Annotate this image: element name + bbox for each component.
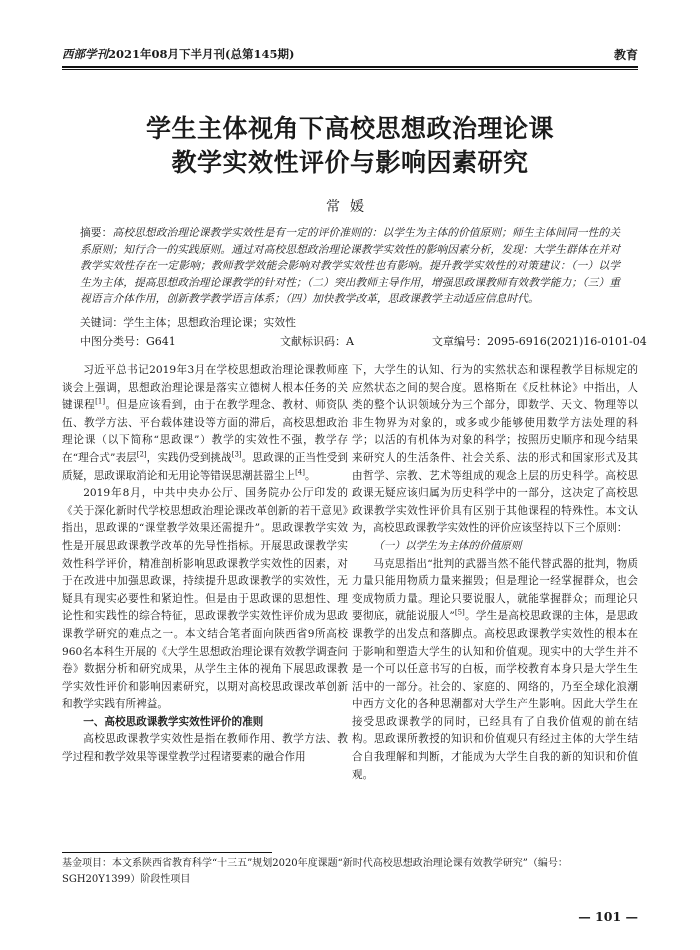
text-run: 。思政课的正当性受到质疑，思政课取消论和无用论等错误思潮甚嚣尘上 bbox=[62, 451, 349, 482]
text-run: 。 bbox=[304, 469, 316, 482]
article-title bbox=[62, 112, 638, 180]
document-code: 文献标识码：A bbox=[280, 335, 354, 348]
text-run: 马克思指出“批判的武器当然不能代替武器的批判，物质力量只能用物质力量来摧毁；但是理论一经掌握群众，也会变成物质力量。理论只要说服人，就能掌握群众；而理论只要彻底，就能说服人” bbox=[352, 557, 638, 623]
paragraph: 下，大学生的认知、行为的实然状态和课程教学目标规定的应然状态之间的契合度。恩格斯在《反杜林论》中指出，人类的整个认识领域分为三个部分，即数学、天文、物理等以非生物界为对象的，或多或少能够使用数学方法处理的科学；以活的有机体为对象的科学；按照历史顺序和现今结果来研究人的生活条件、社会关系、法的形式和国家形式及其由哲学、宗教、艺术等组成的观念上层的历史科学。高校思政课无疑应该归属为历史科学中的一部分，这决定了高校思政课教学实效性评价具有区别于其他课程的特殊性。本文认为，高校思政课教学实效性的评价应该坚持以下三个原则： bbox=[352, 364, 638, 535]
keywords-text: 学生主体；思想政治理论课；实效性 bbox=[123, 316, 296, 329]
text-run: 。学生是高校思政课的主体，是思政课教学的出发点和落脚点。高校思政课教学实效性的根本在于影响和塑造大学生的认知和价值观。现实中的大学生并不是一个可以任意书写的白板，而学校教育本身只是大学生生活中的一部分。社会的、家庭的、网络的，乃至全球化浪潮中西方文化的各种思潮都对大学生产生影响。因此大学生在接受思政课教学的同时，已经具有了自我价值观的前在结构。思政课所教授的知识和价值观只有经过主体的大学生结合自我理解和判断，才能成为大学生自我的新的知识和价值观。 bbox=[352, 610, 638, 781]
article-title-line-1: 学生主体视角下高校思想政治理论课 bbox=[145, 114, 554, 143]
running-header bbox=[62, 46, 638, 66]
citation: [3] bbox=[231, 450, 242, 459]
author-name: 常媛 bbox=[326, 199, 374, 215]
left-column bbox=[62, 362, 348, 767]
text-run: ，实践仍受到挑战 bbox=[146, 451, 232, 464]
citation: [5] bbox=[454, 608, 465, 617]
section-heading: 一、高校思政课教学实效性评价的准则 bbox=[83, 715, 264, 728]
abstract-text: 高校思想政治理论课教学实效性是有一定的评价准则的：以学生为主体的价值原则；师生主体间同一性的关系原则；知行合一的实践原则。通过对高校思想政治理论课教学实效性的影响因素分析，发现：大学生群体在并对教学实效性存在一定影响；教师教学效能会影响对教学实效性也有影响。提升教学实效性的对策建议：（一）以学生为主体，提高思想政治理论课教学的针对性；（二）突出教师主导作用，增强思政课教师有效教学能力；（三）重视语言介体作用，创新教学教学语言体系；（四）加快教学改革，思政课教学主动适应信息时代。 bbox=[80, 226, 621, 306]
text-run: 。但是应该看到，由于在教学理念、教材、师资队伍、教学方法、平台载体建设等方面的滞后，高校思想政治理论课（以下简称“思政课”）教学的实效性不强，教学存在“理合式”表层 bbox=[62, 399, 349, 464]
text-run: 习近平总书记2019年3月在学校思想政治理论课教师座谈会上强调，思想政治理论课是落实立德树人根本任务的关键课程 bbox=[62, 364, 348, 412]
header-rule bbox=[62, 66, 638, 70]
paragraph bbox=[352, 556, 638, 785]
page-number: — 101 — bbox=[578, 909, 638, 924]
journal-issue bbox=[62, 46, 294, 62]
clc-number: 中图分类号：G641 bbox=[80, 335, 176, 348]
keywords bbox=[80, 315, 620, 331]
section-name: 教育 bbox=[613, 48, 638, 62]
paragraph: 高校思政课教学实效性是指在教师作用、教学方法、教学过程和教学效果等课堂教学过程诸要素的融合作用 bbox=[62, 733, 348, 764]
citation: [1] bbox=[95, 397, 106, 406]
paragraph bbox=[62, 362, 348, 485]
citation: [4] bbox=[295, 468, 305, 477]
paragraph: 2019年8月，中共中央办公厅、国务院办公厅印发的《关于深化新时代学校思想政治理论课改革创新的若干意见》指出，思政课的“课堂教学效果还需提升”。思政课教学实效性是开展思政课教学改革的先导性指标。开展思政课教学实效性科学评价，精准剖析影响思政课教学实效性的因素，对于在改进中加强思政课，持续提升思政课教学的实效性，无疑具有现实必要性和紧迫性。但是由于思政课的思想性、理论性和实践性的综合特征，思政课教学实效性评价成为思政课教学研究的难点之一。本文结合笔者面向陕西省9所高校960名本科生开展的《大学生思想政治理论课有效教学调查问卷》数据分析和研究成果，从学生主体的视角下展思政课教学实效性评价和影响因素研究，以期对高校思政课改革创新和教学实践有所裨益。 bbox=[62, 487, 348, 711]
keywords-label: 关键词： bbox=[80, 316, 124, 329]
article-number: 文章编号：2095-6916(2021)16-0101-04 bbox=[432, 335, 647, 348]
citation: [2] bbox=[136, 450, 147, 459]
footnote-rule bbox=[62, 852, 272, 853]
classification-line bbox=[80, 334, 647, 350]
article-title-line-2: 教学实效性评价与影响因素研究 bbox=[171, 148, 529, 177]
abstract-label: 摘要： bbox=[80, 226, 113, 239]
abstract bbox=[80, 225, 620, 308]
subsection-heading: （一）以学生为主体的价值原则 bbox=[373, 539, 522, 552]
right-column bbox=[352, 362, 638, 784]
journal-name: 西部学刊 bbox=[62, 47, 108, 61]
journal-issue-number: 2021年08月下半月刊(总第145期) bbox=[108, 47, 295, 61]
footnote: 基金项目：本文系陕西省教育科学“十三五”规划2020年度课题“新时代高校思想政治理论课有效教学研究”（编号：SGH20Y1399）阶段性项目 bbox=[62, 858, 568, 885]
